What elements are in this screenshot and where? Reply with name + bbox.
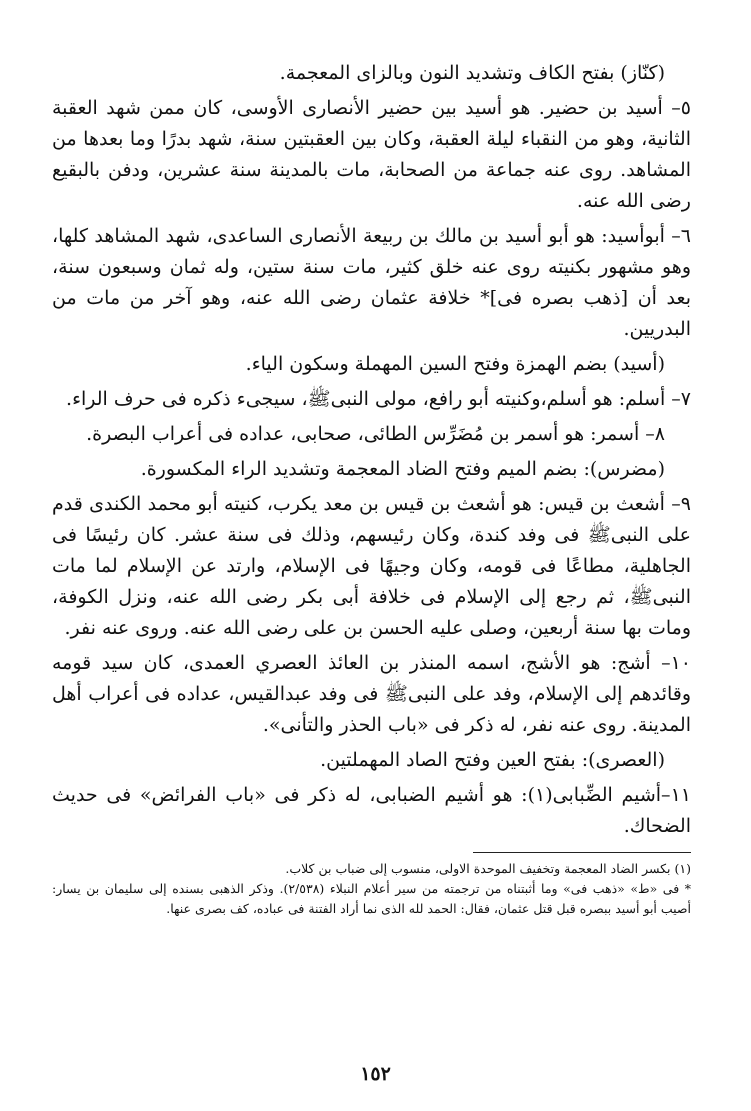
page-number: ١٥٢ (360, 1063, 391, 1085)
entry-9: ١٠– أشج: هو الأشج، اسمه المنذر بن العائذ العصري العمدى، كان سيد قومه وقائدهم إلى الإسلام، وفد على النبىﷺ فى وفد عبدالقيس، عداده فى أعراب أهل المدينة. روى عنه نفر، له ذكر فى «باب الحذر والتأنى». (52, 652, 691, 736)
main-text (52, 58, 691, 842)
entry-5: ٧– أسلم: هو أسلم،وكنيته أبو رافع، مولى النبىﷺ، سيجىء ذكره فى حرف الراء. (66, 388, 691, 410)
entry-7: (مضرس): بضم الميم وفتح الضاد المعجمة وتشديد الراء المكسورة. (140, 458, 665, 480)
footnote-1: (١) بكسر الضاد المعجمة وتخفيف الموحدة الاولى، منسوب إلى ضباب بن كلاب. (285, 861, 691, 876)
entry-11: ١١–أشيم الضِّبابى(١): هو أشيم الضبابى، له ذكر فى «باب الفرائض» فى حديث الضحاك. (52, 784, 691, 837)
entry-3: ٦– أبوأسيد: هو أبو أسيد بن مالك بن ربيعة الأنصارى الساعدى، شهد المشاهد كلها، وهو مشهور بكنيته روى عنه خلق كثير، مات سنة ستين، وله ثمان وسبعون سنة، بعد أن [ذهب بصره فى]* خلافة عثمان رضى الله عنه، وهو آخر من مات من البدريين. (52, 225, 691, 340)
entry-4: (أسيد) بضم الهمزة وفتح السين المهملة وسكون الياء. (245, 353, 665, 375)
footnote-2: * فى «ط» «ذهب فى» وما أثبتناه من ترجمته من سير أعلام النبلاء (٢/٥٣٨). وذكر الذهبى بسنده إلى سليمان بن يسار: أصيب أبو أسيد ببصره قبل قتل عثمان، فقال: الحمد لله الذى نما أراد الفتنة فى عباده، كف بصرى عنها. (52, 881, 692, 916)
entry-8: ٩– أشعث بن قيس: هو أشعث بن قيس بن معد يكرب، كنيته أبو محمد الكندى قدم على النبىﷺ فى وفد كندة، وكان رئيسهم، وذلك فى سنة عشر. كان رئيسًا فى الجاهلية، مطاعًا فى قومه، وكان وجيهًا فى الإسلام، وارتد عن الإسلام لما مات النبىﷺ، ثم رجع إلى الإسلام فى خلافة أبى بكر رضى الله عنه، ونزل الكوفة، ومات بها سنة أربعين، وصلى عليه الحسن بن على رضى الله عنه. وروى عنه نفر. (52, 493, 691, 639)
entry-10: (العصرى): بفتح العين وفتح الصاد المهملتين. (320, 749, 665, 771)
footnote-divider (473, 852, 691, 853)
entry-1: (كنّاز) بفتح الكاف وتشديد النون وبالزاى المعجمة. (279, 62, 665, 84)
entry-6: ٨– أسمر: هو أسمر بن مُضَرِّس الطائى، صحابى، عداده فى أعراب البصرة. (86, 423, 665, 445)
footnotes (52, 859, 691, 919)
entry-2: ٥– أسيد بن حضير. هو أسيد بين حضير الأنصارى الأوسى، كان ممن شهد العقبة الثانية، وهو من النقباء ليلة العقبة، وكان بين العقبتين سنة، شهد بدرًا وما بعدها من المشاهد. روى عنه جماعة من الصحابة، مات بالمدينة سنة عشرين، ودفن بالبقيع رضى الله عنه. (52, 97, 691, 212)
